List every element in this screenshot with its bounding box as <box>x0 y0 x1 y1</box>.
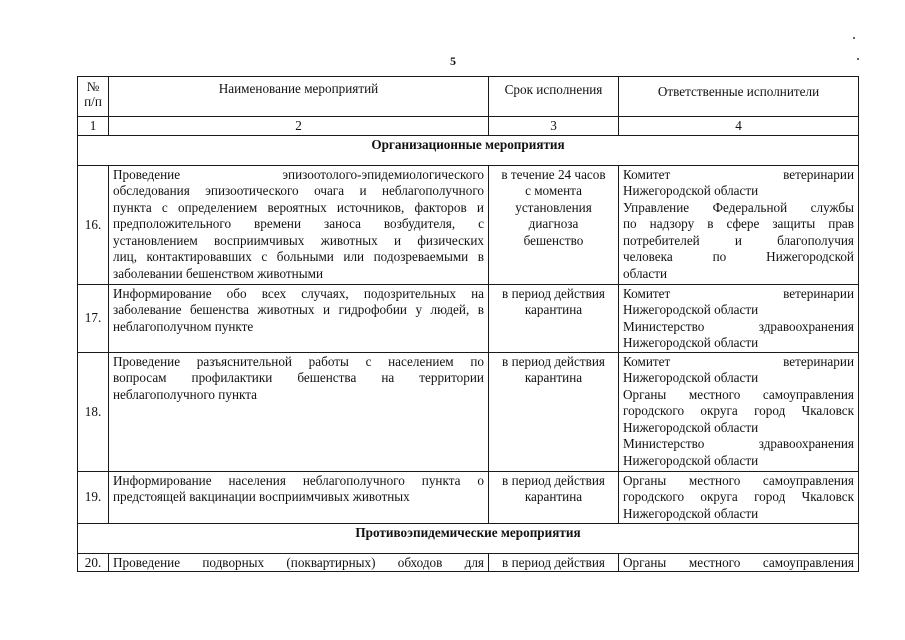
scan-speck <box>857 58 859 60</box>
row-term: в период действия <box>489 553 619 572</box>
row-term: в течение 24 часов с момента установления диагноза бешенство <box>489 165 619 284</box>
measures-table <box>77 76 859 572</box>
header-term: Срок исполнения <box>489 77 619 117</box>
section-row-antiepidemic <box>78 523 859 553</box>
row-description: Проведение эпизоотолого-эпидемиологического обследования эпизоотического очага и неблагополучного пункта с определением вероятных источников, факторов и предположительного времени заноса возбудителя, с установлением восприимчивых животных и физических лиц, контактировавших с больными или подозреваемыми в заболевании бешенством животными <box>109 165 489 284</box>
row-responsible: Органы местного самоуправления городского округа город Чкаловск Нижегородской области <box>619 471 859 523</box>
table-row <box>78 165 859 284</box>
row-description: Проведение разъяснительной работы с населением по вопросам профилактики бешенства на территории неблагополучного пункта <box>109 352 489 471</box>
header-responsible: Ответственные исполнители <box>619 77 859 117</box>
row-number: 17. <box>78 284 109 352</box>
table-header-row <box>78 77 859 117</box>
section-title: Организационные мероприятия <box>78 135 859 165</box>
column-index-cell: 1 <box>78 117 109 136</box>
table-row <box>78 284 859 352</box>
row-responsible: Комитет ветеринарии Нижегородской области Министерство здравоохранения Нижегородской области <box>619 284 859 352</box>
column-index-cell: 3 <box>489 117 619 136</box>
header-number: № п/п <box>78 77 109 117</box>
row-term: в период действия карантина <box>489 471 619 523</box>
row-number: 19. <box>78 471 109 523</box>
section-title: Противоэпидемические мероприятия <box>78 523 859 553</box>
row-term: в период действия карантина <box>489 284 619 352</box>
table-row <box>78 553 859 572</box>
row-description: Информирование населения неблагополучного пункта о предстоящей вакцинации восприимчивых животных <box>109 471 489 523</box>
column-index-cell: 2 <box>109 117 489 136</box>
row-number: 18. <box>78 352 109 471</box>
row-description: Проведение подворных (поквартирных) обходов для <box>109 553 489 572</box>
header-name: Наименование мероприятий <box>109 77 489 117</box>
table-row <box>78 471 859 523</box>
table-row <box>78 352 859 471</box>
row-responsible: Комитет ветеринарии Нижегородской области Управление Федеральной службы по надзору в сфере защиты прав потребителей и благополучия человека по Нижегородской области <box>619 165 859 284</box>
page-number: 5 <box>450 54 456 68</box>
row-responsible: Комитет ветеринарии Нижегородской области Органы местного самоуправления городского округа город Чкаловск Нижегородской области Министерство здравоохранения Нижегородской области <box>619 352 859 471</box>
row-number: 20. <box>78 553 109 572</box>
row-responsible: Органы местного самоуправления <box>619 553 859 572</box>
scan-speck <box>853 37 855 39</box>
column-index-row <box>78 117 859 136</box>
row-description: Информирование обо всех случаях, подозрительных на заболевание бешенства животных и гидрофобии у людей, в неблагополучном пункте <box>109 284 489 352</box>
row-number: 16. <box>78 165 109 284</box>
section-row-organizational <box>78 135 859 165</box>
column-index-cell: 4 <box>619 117 859 136</box>
row-term: в период действия карантина <box>489 352 619 471</box>
